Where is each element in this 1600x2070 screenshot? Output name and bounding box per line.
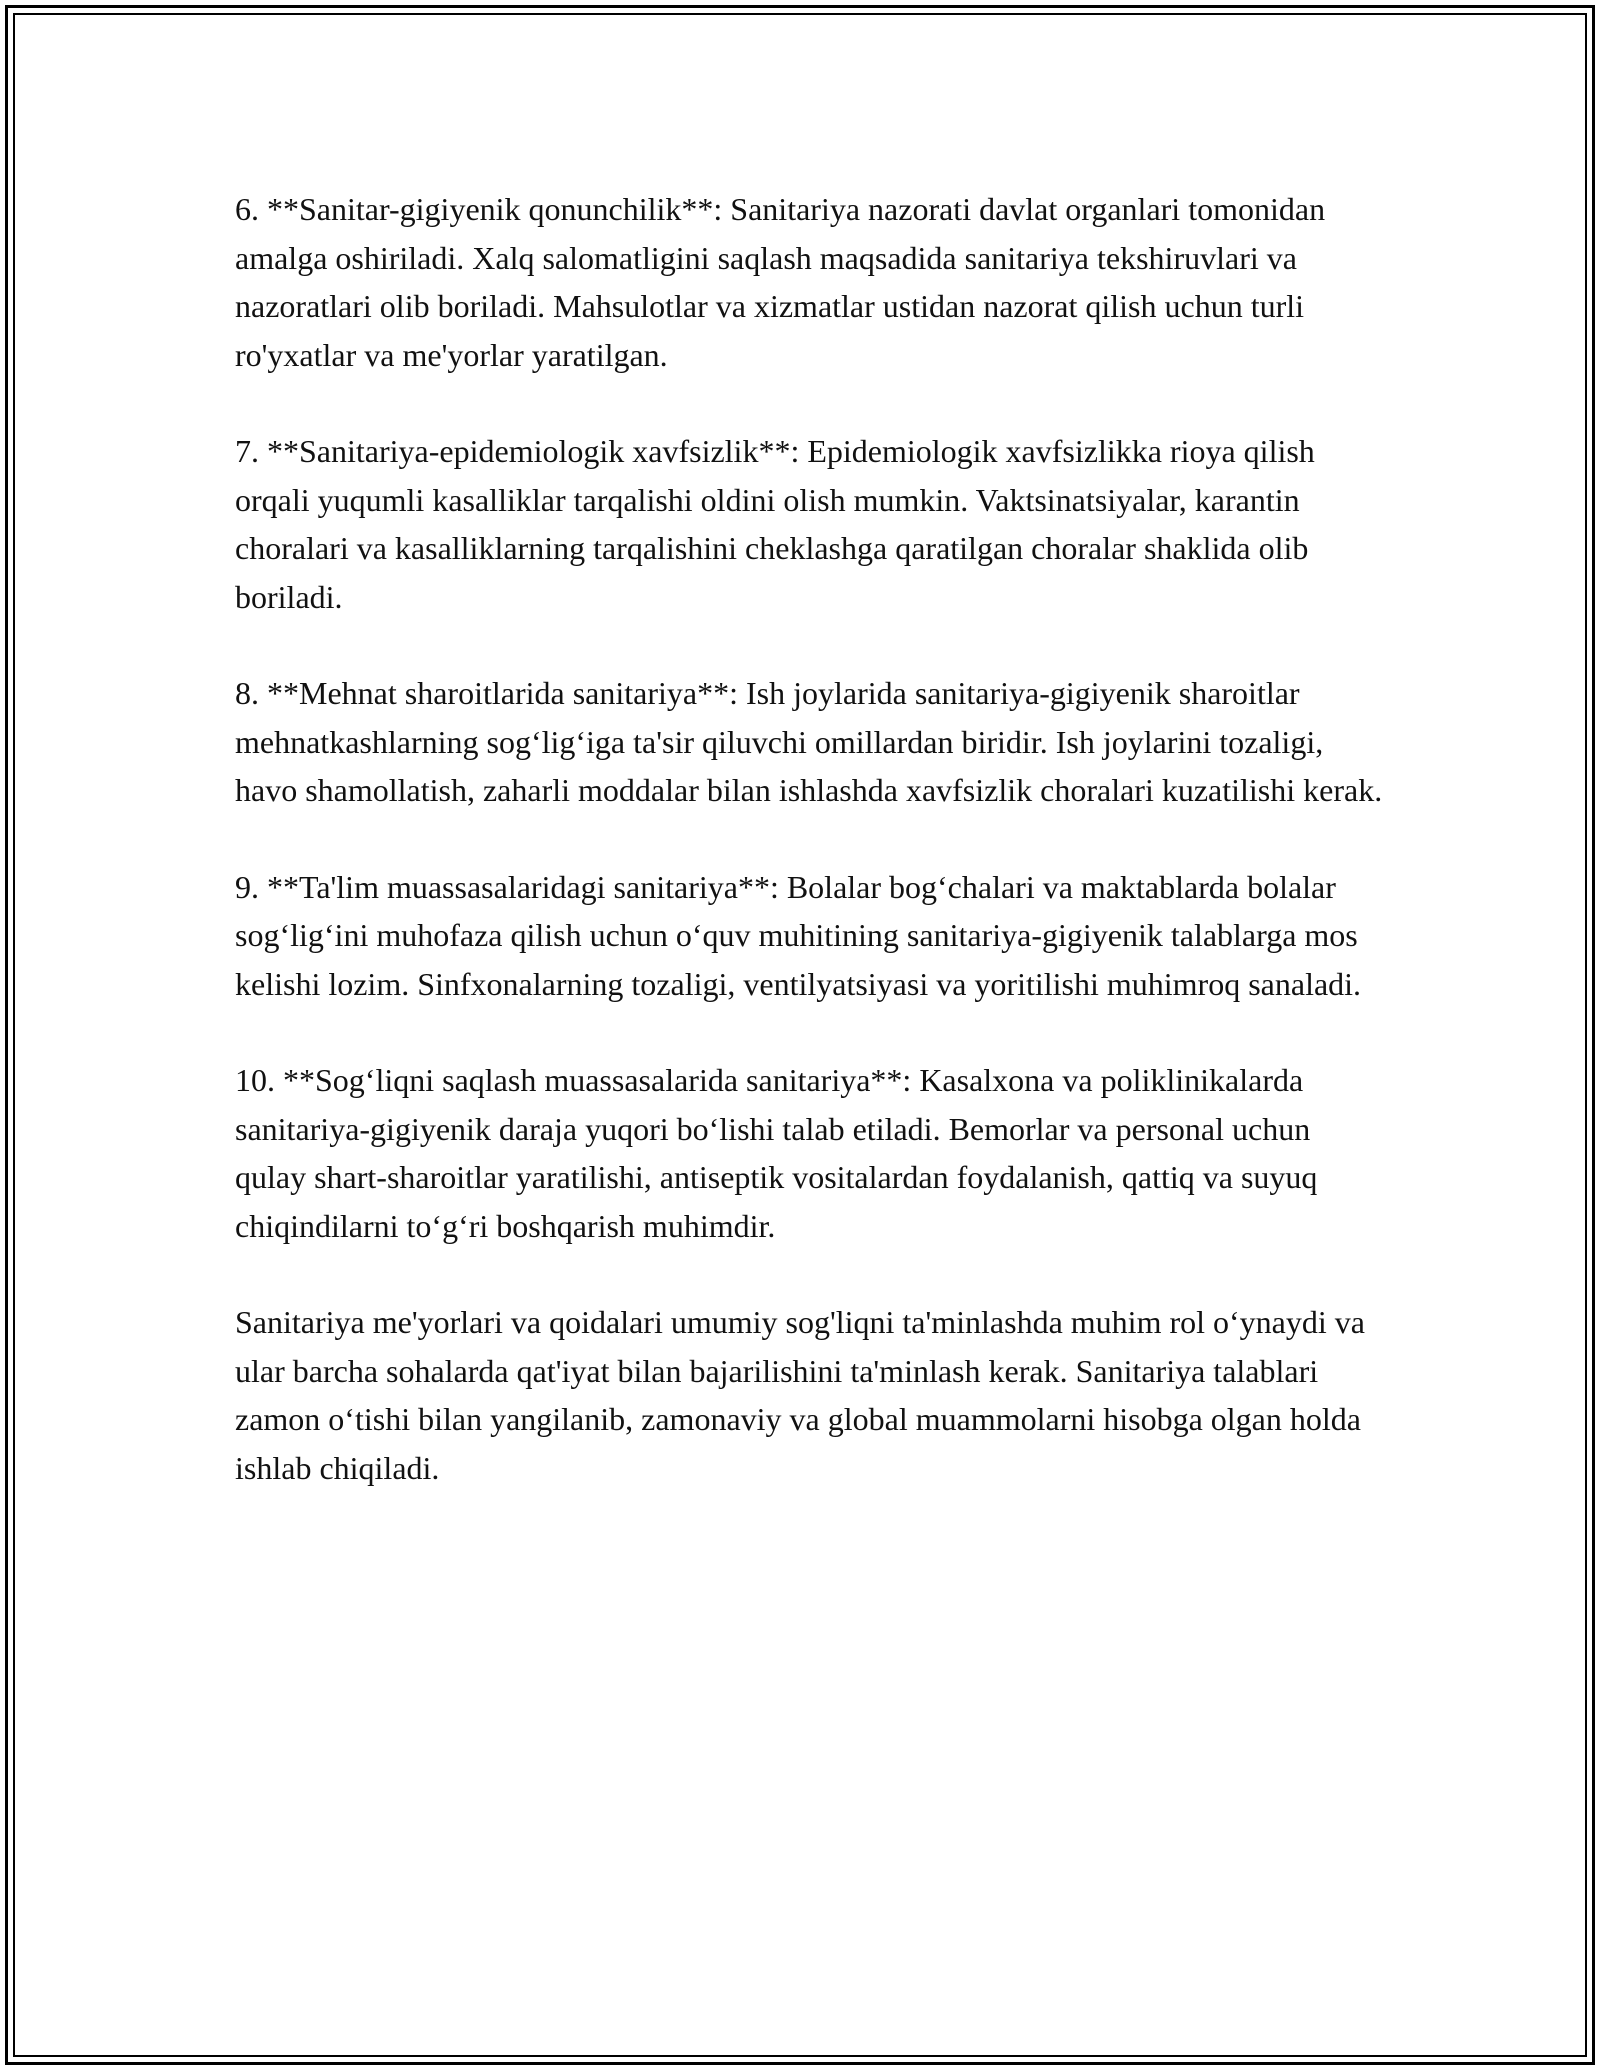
paragraph-9-education-sanitation: 9. **Ta'lim muassasalaridagi sanitariya**: Bolalar bog‘chalari va maktablarda bolalar sog‘lig‘ini muhofaza qilish uchun o‘quv muhitining sanitariya-gigiyenik talablarga mos kelishi lozim. Sinfxonalarning tozaligi, ventilyatsiyasi va yoritilishi muhimroq sanaladi. bbox=[235, 868, 1362, 1002]
paragraph-7-epidemiological-safety: 7. **Sanitariya-epidemiologik xavfsizlik**: Epidemiologik xavfsizlikka rioya qilish orqali yuqumli kasalliklar tarqalishi oldini olish mumkin. Vaktsinatsiyalar, karantin choralari va kasalliklarning tarqalishini cheklashga qaratilgan choralar shaklida olib boriladi. bbox=[235, 433, 1315, 615]
document-body bbox=[235, 185, 1385, 1540]
paragraph-10-healthcare-sanitation: 10. **Sog‘liqni saqlash muassasalarida sanitariya**: Kasalxona va poliklinikalarda sanitariya-gigiyenik daraja yuqori bo‘lishi talab etiladi. Bemorlar va personal uchun qulay shart-sharoitlar yaratilishi, antiseptik vositalardan foydalanish, qattiq va suyuq chiqindilarni to‘g‘ri boshqarish muhimdir. bbox=[235, 1062, 1318, 1244]
paragraph-6-sanitary-legislation: 6. **Sanitar-gigiyenik qonunchilik**: Sanitariya nazorati davlat organlari tomonidan amalga oshiriladi. Xalq salomatligini saqlash maqsadida sanitariya tekshiruvlari va nazoratlari olib boriladi. Mahsulotlar va xizmatlar ustidan nazorat qilish uchun turli ro'yxatlar va me'yorlar yaratilgan. bbox=[235, 191, 1326, 373]
paragraph-8-workplace-sanitation: 8. **Mehnat sharoitlarida sanitariya**: Ish joylarida sanitariya-gigiyenik sharoitlar mehnatkashlarning sog‘lig‘iga ta'sir qiluvchi omillardan biridir. Ish joylarini tozaligi, havo shamollatish, zaharli moddalar bilan ishlashda xavfsizlik choralari kuzatilishi kerak. bbox=[235, 675, 1383, 808]
paragraph-conclusion: Sanitariya me'yorlari va qoidalari umumiy sog'liqni ta'minlashda muhim rol o‘ynaydi va ular barcha sohalarda qat'iyat bilan bajarilishini ta'minlash kerak. Sanitariya talablari zamon o‘tishi bilan yangilanib, zamonaviy va global muammolarni hisobga olgan holda ishlab chiqiladi. bbox=[235, 1304, 1365, 1486]
